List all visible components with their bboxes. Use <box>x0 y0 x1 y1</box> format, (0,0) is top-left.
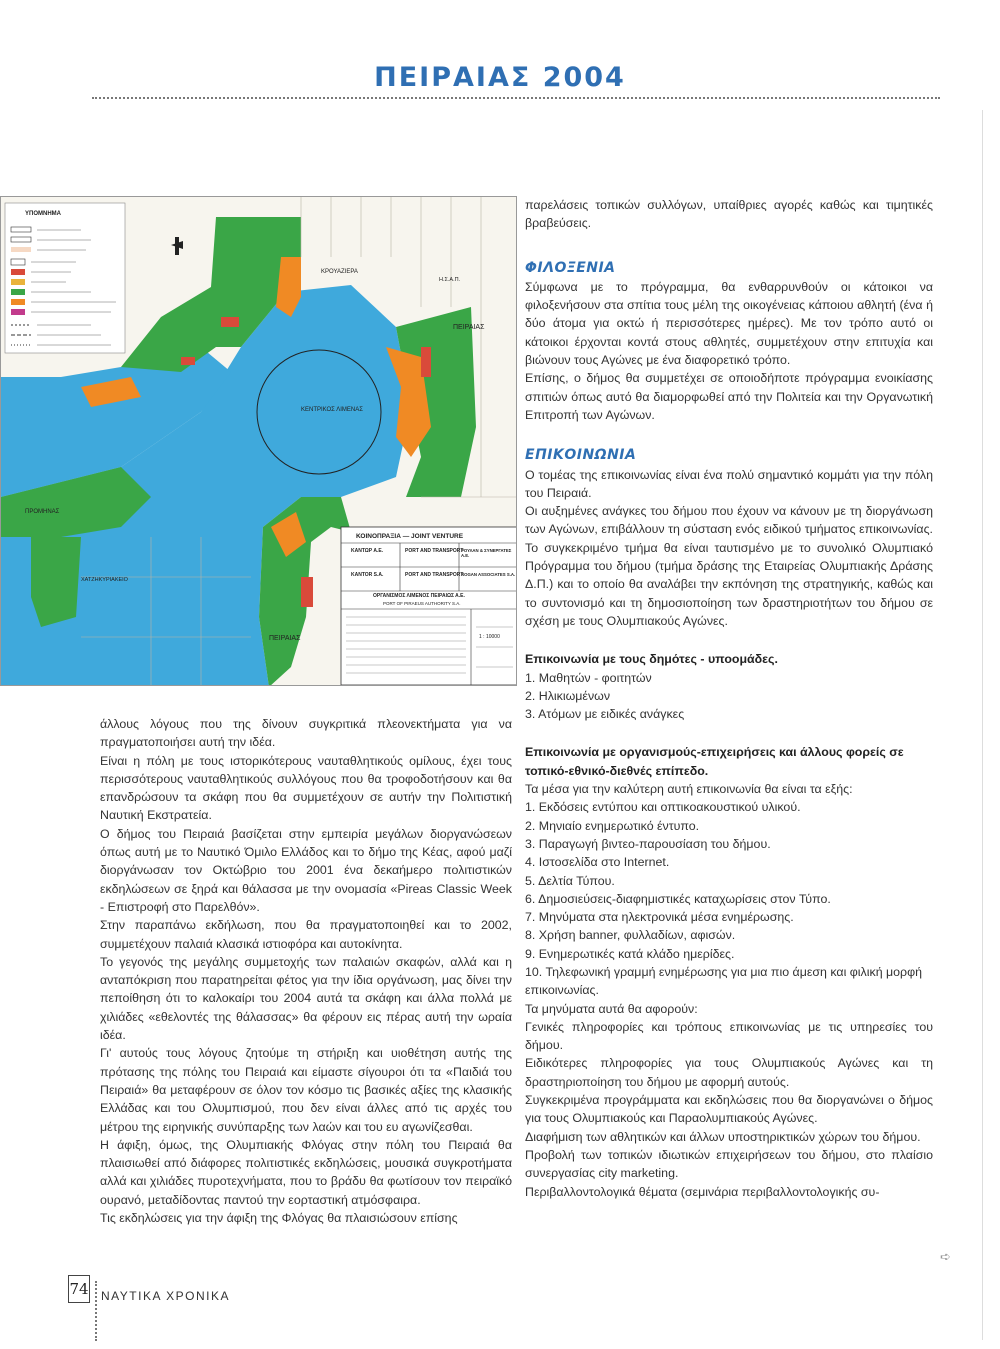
legend-swatch <box>11 227 31 232</box>
magazine-name: ΝΑΥΤΙΚΑ ΧΡΟΝΙΚΑ <box>101 1289 230 1303</box>
legend-swatch <box>11 247 31 252</box>
message-item: Περιβαλλοντολογικά θέματα (σεμινάρια περιβαλλοντολογικής συ- <box>525 1184 880 1199</box>
continue-arrow-icon: ➪ <box>940 1249 951 1264</box>
map-title-company6: ROGAN ASSOCIATES S.A. <box>461 572 516 577</box>
left-column <box>100 715 512 1227</box>
body-paragraph: Σύμφωνα με το πρόγραμμα, θα ενθαρρυνθούν οι κάτοικοι να φιλοξενήσουν στα σπίτια τους μέλη της οικογένειας κάποιου αθλητή (ένα ή δύο άτομα για οκτώ ή περισσότερες ημέρες). Με τον τρόπο αυτό οι κάτοικοι έρχονται κοντά στους αθλητές, συμμετέχουν στην επιτυχία και βιώνουν τους Αγώνες με ένα διαφορετικό τρόπο. <box>525 279 933 368</box>
map-title-company5: PORT AND TRANSPORT <box>405 572 464 578</box>
map-label-central-harbour: ΚΕΝΤΡΙΚΟΣ ΛΙΜΕΝΑΣ <box>301 407 363 413</box>
body-paragraph: Τα μέσα για την καλύτερη αυτή επικοινωνία θα είναι τα εξής: <box>525 782 853 797</box>
body-paragraph: Ο τομέας της επικοινωνίας είναι ένα πολύ σημαντικό κομμάτι για την πόλη του Πειραιά. <box>525 467 933 500</box>
list-item: 3. Ατόμων με ειδικές ανάγκες <box>525 707 685 722</box>
body-paragraph: Τις εκδηλώσεις για την άφιξη της Φλόγας θα πλαισιώσουν επίσης <box>100 1211 458 1226</box>
map-legend-box <box>5 203 125 353</box>
list-item: 2. Μηνιαίο ενημερωτικό έντυπο. <box>525 818 700 833</box>
list-item: 9. Ενημερωτικές κατά κλάδο ημερίδες. <box>525 946 735 961</box>
map-title-company2: PORT AND TRANSPORT <box>405 548 464 554</box>
body-paragraph: Στην παραπάνω εκδήλωση, που θα πραγματοποιηθεί και το 2002, συμμετέχουν παλαιά κλασικά ιστιοφόρα και αυτοκίνητα. <box>100 918 512 951</box>
body-paragraph: άλλους λόγους που της δίνουν συγκριτικά πλεονεκτήματα για να πραγματοποιήσει αυτή την ιδέα. <box>100 717 512 750</box>
map-title-company1: ΚΑΝΤΩΡ Α.Ε. <box>351 548 384 554</box>
map-label-cruise: ΚΡΟΥΑΖΙΕΡΑ <box>321 269 358 275</box>
legend-swatch <box>11 269 25 275</box>
list-item: 8. Χρήση banner, φυλλαδίων, αφισών. <box>525 928 736 943</box>
port-map-drawing <box>1 197 517 686</box>
body-paragraph: Ο δήμος του Πειραιά βασίζεται στην εμπειρία μεγάλων διοργανώσεων όπως αυτή με το Ναυτικό Όμιλο Ελλάδος και το δήμο της Κέας, αφού μαζί διοργάνωσαν τον Οκτώβριο του 2001 ένα δεκαήμερο πολιτιστικών εκδηλώσεων σε ξηρά και θάλασσα με την ονομασία «Pireas Classic Week - Επιστροφή στο Παρελθόν». <box>100 826 512 914</box>
map-label-promenade: ΠΡΟΜΗΝΑΣ <box>25 509 60 515</box>
port-map-figure <box>0 196 517 686</box>
message-item: Ειδικότερες πληροφορίες για τους Ολυμπιακούς Αγώνες και τη δραστηριοποίηση του δήμου με αφορμή αυτούς. <box>525 1056 933 1089</box>
page-number: 74 <box>68 1275 90 1303</box>
list-item: 7. Μηνύματα στα ηλεκτρονικά μέσα ενημέρωσης. <box>525 910 794 925</box>
header-divider <box>92 97 940 99</box>
list-item: 1. Μαθητών - φοιτητών <box>525 670 652 685</box>
map-building <box>421 347 431 377</box>
map-title-joint-venture: ΚΟΙΝΟΠΡΑΞΙΑ — JOINT VENTURE <box>356 533 464 540</box>
map-title-client: ΟΡΓΑΝΙΣΜΟΣ ΛΙΜΕΝΟΣ ΠΕΙΡΑΙΩΣ Α.Ε. <box>373 593 465 599</box>
map-label-piraeus-2: ΠΕΙΡΑΙΑΣ <box>269 635 301 642</box>
list-item: 2. Ηλικιωμένων <box>525 688 611 703</box>
page-edge-rule <box>982 110 983 1340</box>
message-item: Διαφήμιση των αθλητικών και άλλων υποστηρικτικών χώρων του δήμου. <box>525 1129 921 1144</box>
media-list <box>525 798 933 999</box>
map-building <box>181 357 195 365</box>
map-building <box>301 577 313 607</box>
map-label-chatzikyriakeio: ΧΑΤΖΗΚΥΡΙΑΚΕΙΟ <box>81 577 128 583</box>
map-title-company4: KANTOR S.A. <box>351 572 384 578</box>
list-item: 6. Δημοσιεύσεις-διαφημιστικές καταχωρίσεις στον Τύπο. <box>525 891 831 906</box>
map-label-esap: Η.Σ.Α.Π. <box>439 277 461 283</box>
map-green-sw <box>31 537 81 627</box>
right-column <box>525 196 933 1201</box>
legend-swatch <box>11 309 25 315</box>
map-title-scale: 1 : 10000 <box>479 634 500 640</box>
map-legend-title: ΥΠΟΜΝΗΜΑ <box>25 211 61 217</box>
body-paragraph: Το γεγονός της μεγάλης συμμετοχής των παλαιών σκαφών, αλλά και η ανταπόκριση που παρατηρείται φέτος για την ίδια οργάνωση, μας δίνει την πεποίθηση ότι το καλοκαίρι του 2004 αυτά τα σκάφη και άλλα πολλά με χιλιάδες «εθελοντές της θάλασσας» θα φέρουν εις πέρας αυτή την ωραία ιδέα. <box>100 954 512 1043</box>
section-title-epikoinonia: ΕΠΙΚΟΙΝΩΝΙΑ <box>525 447 637 464</box>
subheading-organizations: Επικοινωνία με οργανισμούς-επιχειρήσεις και άλλους φορείς σε τοπικό-εθνικό-διεθνές επίπεδο. <box>525 745 904 778</box>
legend-swatch <box>11 279 25 285</box>
map-title-company3: ΡΟΥΛΑΝ & ΣΥΝΕΡΓΑΤΕΣ Α.Ε. <box>461 548 512 558</box>
list-item: 10. Τηλεφωνική γραμμή ενημέρωσης για μια πιο άμεση και φιλική μορφή επικοινωνίας. <box>525 964 923 998</box>
body-paragraph: Επίσης, ο δήμος θα συμμετέχει σε οποιοδήποτε πρόγραμμα ενοικίασης σπιτιών όπως αυτό θα διαμορφωθεί από την Πολιτεία και την Οργανωτική Επιτροπή των Αγώνων. <box>525 371 933 422</box>
list-item: 1. Εκδόσεις εντύπου και οπτικοακουστικού υλικού. <box>525 800 801 815</box>
legend-swatch <box>11 237 31 242</box>
list-item: 4. Ιστοσελίδα στο Internet. <box>525 855 670 870</box>
body-paragraph: Η άφιξη, όμως, της Ολυμπιακής Φλόγας στην πόλη του Πειραιά θα πλαισιωθεί από διάφορες πολιτιστικές εκδηλώσεις, μουσικά συγκροτήματα αλλά και χιλιάδες πυροτεχνήματα, που το βράδυ θα φωτίσουν τον πειραϊκό ουρανό, μεταδίδοντας παντού την εορταστική ατμόσφαιρα. <box>100 1137 512 1207</box>
section-title-filoxenia: ΦΙΛΟΞΕΝΙΑ <box>525 259 616 276</box>
map-label-piraeus-1: ΠΕΙΡΑΙΑΣ <box>453 324 485 331</box>
map-title-client-en: PORT OF PIRAEUS AUTHORITY S.A. <box>383 601 461 606</box>
body-paragraph: Γι' αυτούς τους λόγους ζητούμε τη στήριξη και υιοθέτηση αυτής της πρότασης της πόλης του Πειραιά και είμαστε σίγουροι ότι τα «Παιδιά του Πειραιά» θα μεταφέρουν σε όλον τον κόσμο τις βασικές αξίες της κλασικής Ελλάδας και του Ολυμπισμού, που δεν είναι άλλες από τις αρχές του μέτρου της ειρηνικής συνύπαρξης των λαών και του ευ αγωνίζεσθαι. <box>100 1046 512 1134</box>
body-paragraph: Τα μηνύματα αυτά θα αφορούν: <box>525 1001 698 1016</box>
message-item: Προβολή των τοπικών ιδιωτικών επιχειρήσεων του δήμου, στο πλαίσιο συνεργασίας city marketing. <box>525 1147 933 1181</box>
legend-swatch <box>11 289 25 295</box>
subheading-citizens: Επικοινωνία με τους δημότες - υποομάδες. <box>525 652 778 667</box>
footer-divider <box>95 1281 97 1341</box>
legend-swatch <box>11 259 25 265</box>
body-paragraph: Οι αυξημένες ανάγκες του δήμου που έχουν να κάνουν με τη διοργάνωση των Αγώνων, επιβάλλουν τη σύσταση ενός ειδικού τμήματος επικοινωνίας. Το συγκεκριμένο τμήμα θα είναι ταυτισμένο με το συνολικό Ολυμπιακό Πρόγραμμα του δήμου (τμήμα δράσης της Εταιρείας Ολυμπιακής Δράσης Δ.Π.) και το οποίο θα αναλάβει την εκπόνηση της στρατηγικής, καθώς και το συντονισμό και τη δημοσιοποίηση των δραστηριοτήτων του δήμου σε σχέση με τους Ολυμπιακούς Αγώνες. <box>525 504 933 628</box>
legend-swatch <box>11 299 25 305</box>
list-item: 3. Παραγωγή βιντεο-παρουσίαση του δήμου. <box>525 836 771 851</box>
intro-paragraph: παρελάσεις τοπικών συλλόγων, υπαίθριες αγορές καθώς και τιμητικές βραβεύσεις. <box>525 198 933 231</box>
body-paragraph: Είναι η πόλη με τους ιστορικότερους ναυταθλητικούς ομίλους, έχει τους περισσότερους ναυταθλητικούς συλλόγους που θα τροφοδοτήσουν και θα επανδρώσουν τα σκάφη που θα συμμετέχουν σε αυτήν την Πολιτιστική Ναυτική Εκστρατεία. <box>100 753 512 823</box>
citizens-list <box>525 669 933 724</box>
map-building <box>221 317 239 327</box>
list-item: 5. Δελτία Τύπου. <box>525 873 615 888</box>
message-item: Συγκεκριμένα προγράμματα και εκδηλώσεις που θα διοργανώνει ο δήμος για τους Ολυμπιακούς και Παραολυμπιακούς Αγώνες. <box>525 1093 933 1126</box>
message-item: Γενικές πληροφορίες και τρόπους επικοινωνίας με τις υπηρεσίες του δήμου. <box>525 1019 933 1053</box>
page-title: ΠΕΙΡΑΙΑΣ 2004 <box>374 62 626 93</box>
